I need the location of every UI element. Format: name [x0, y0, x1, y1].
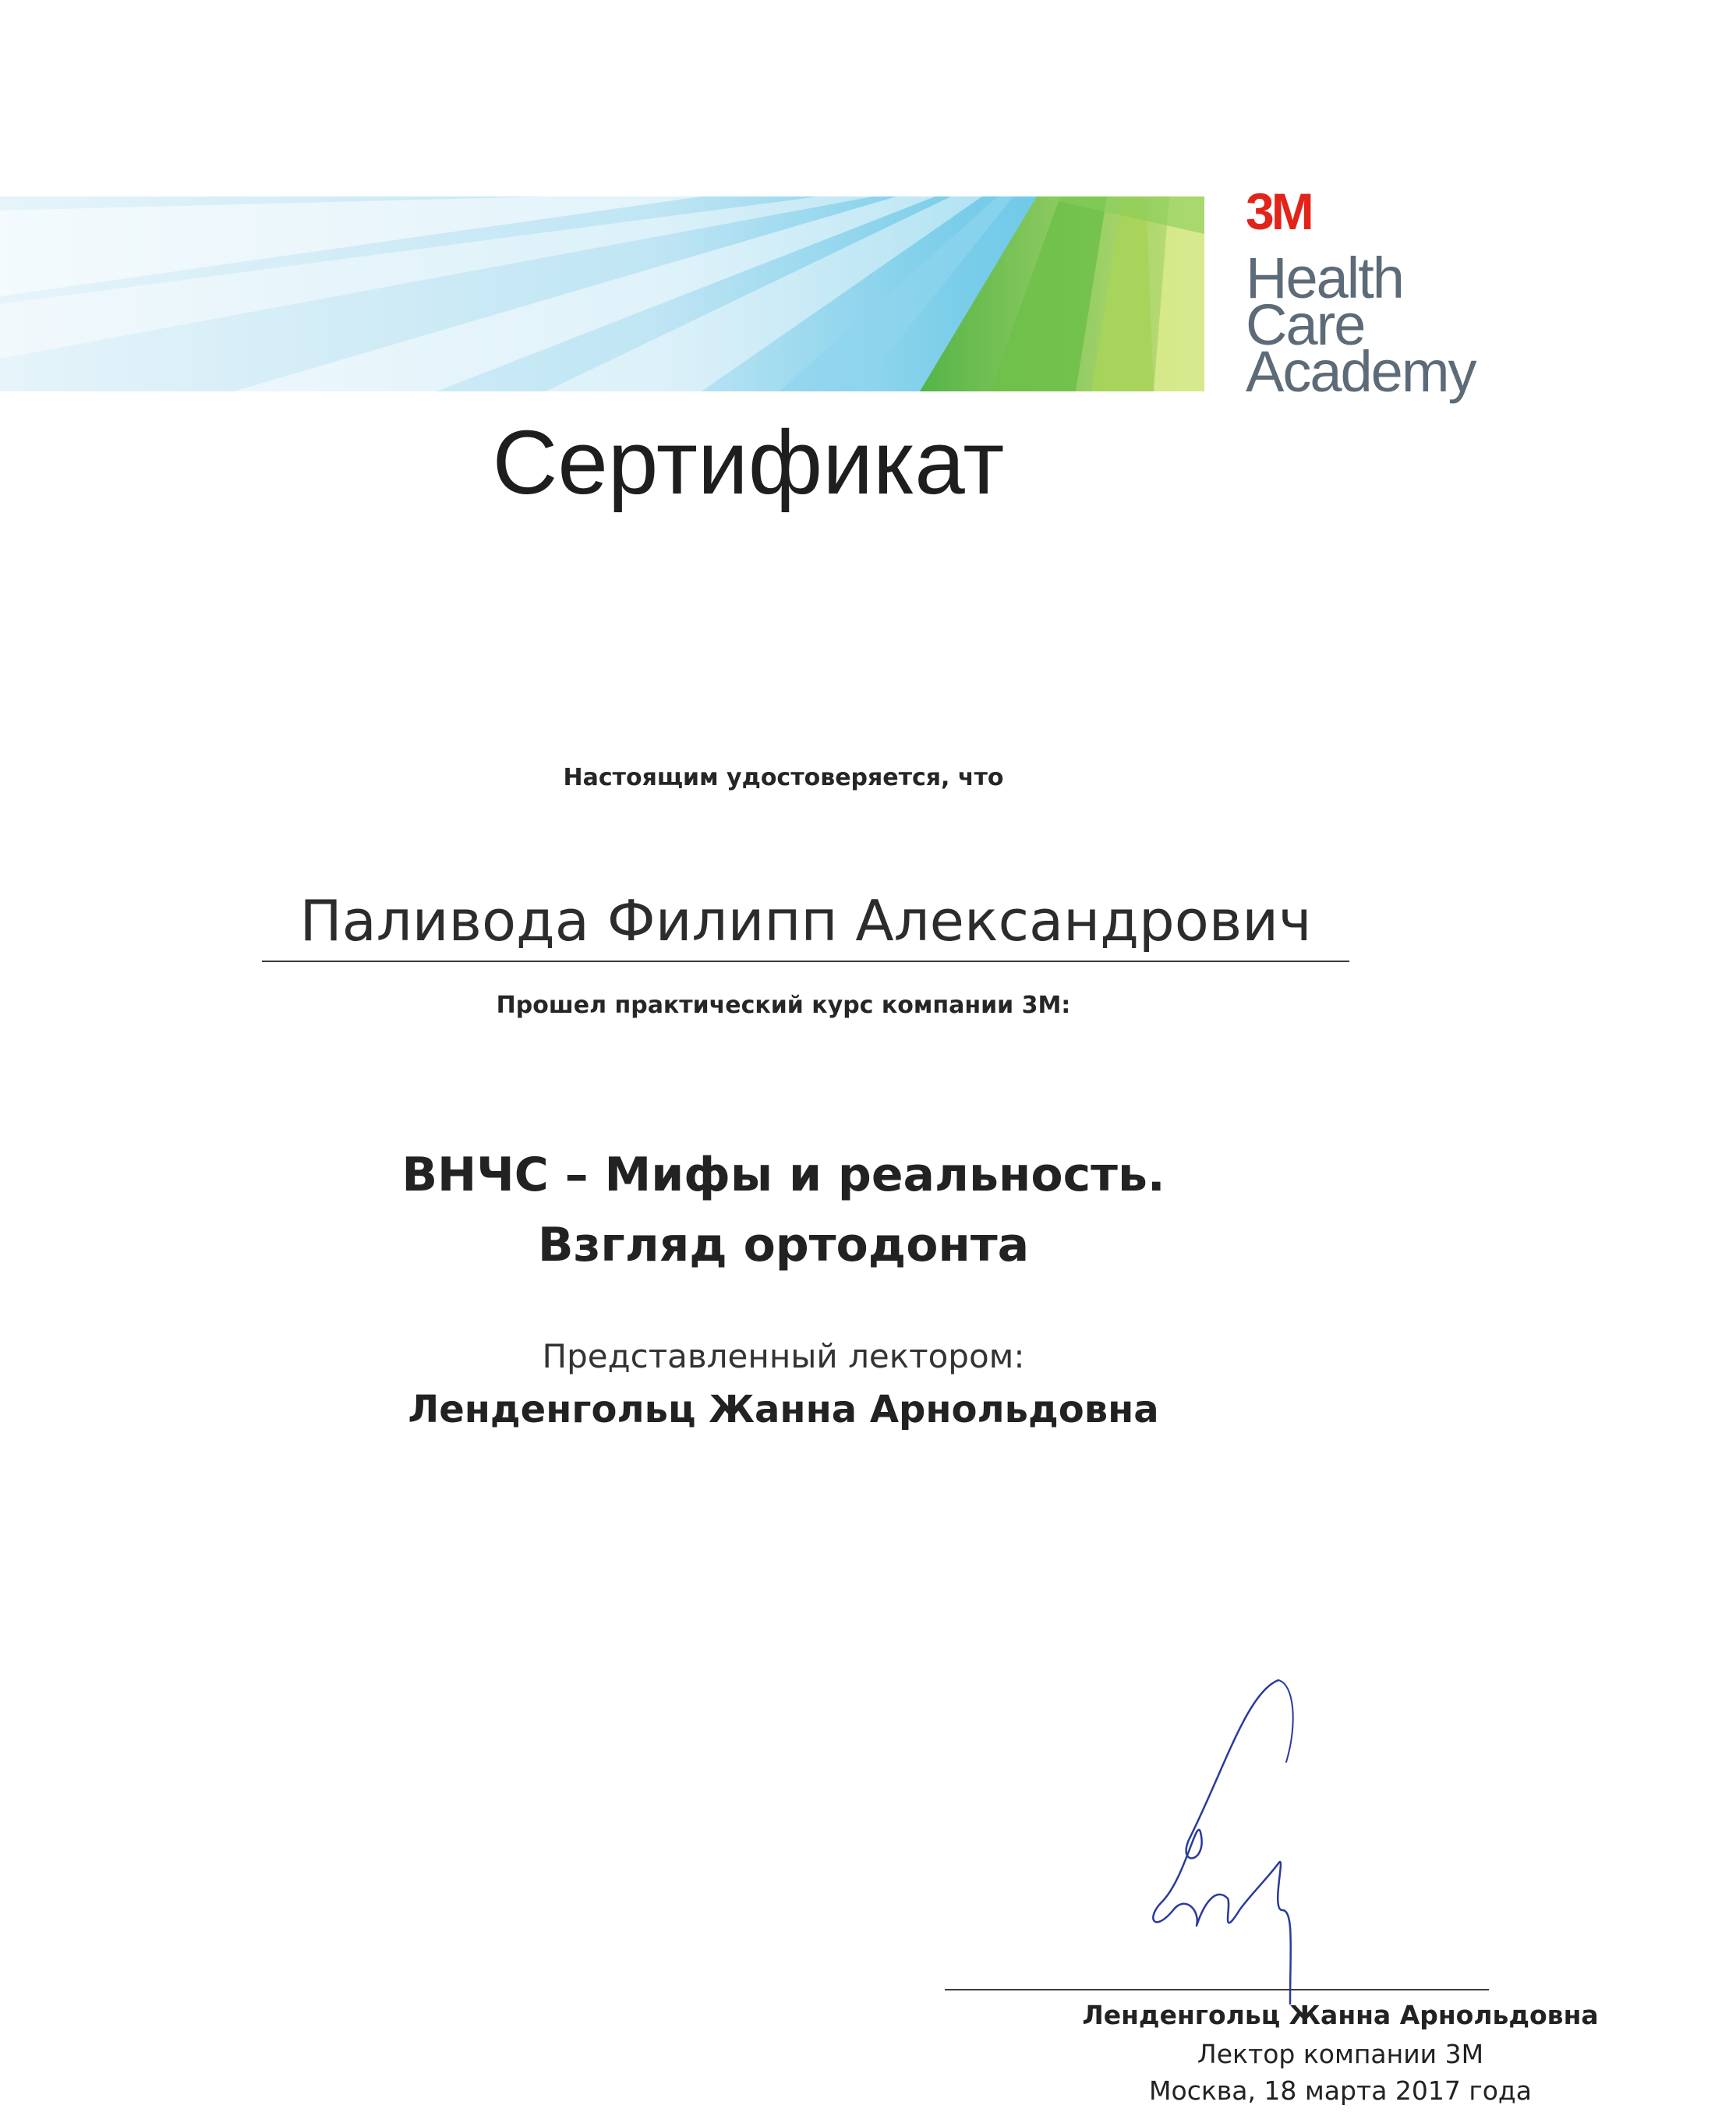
place-and-date: Москва, 18 марта 2017 года: [1149, 2075, 1532, 2106]
logo-line-academy: Academy: [1246, 339, 1476, 404]
course-title: [0, 1140, 1567, 1280]
signer-role: Лектор компании 3М: [1197, 2039, 1484, 2069]
certification-intro: Настоящим удостоверяется, что: [563, 764, 1004, 791]
course-title-line-2: Взгляд ортодонта: [537, 1218, 1030, 1272]
lecturer-label: Представленный лектором:: [542, 1337, 1025, 1375]
signer-name: Ленденгольц Жанна Арнольдовна: [1082, 2000, 1599, 2030]
logo-line-care: Care: [1246, 292, 1365, 357]
header-banner: [0, 187, 1204, 391]
course-intro: Прошел практический курс компании 3М:: [496, 992, 1071, 1019]
lecturer-name: Ленденгольц Жанна Арнольдовна: [408, 1388, 1159, 1431]
recipient-underline: [262, 961, 1349, 962]
recipient-name: Паливода Филипп Александрович: [299, 888, 1312, 954]
logo-line-health: Health: [1246, 246, 1403, 310]
3m-logo: 3M: [1246, 182, 1311, 240]
course-title-line-1: ВНЧС – Мифы и реальность.: [401, 1148, 1165, 1202]
handwritten-signature: [1130, 1676, 1333, 2004]
signature-line: [945, 1989, 1489, 1990]
certificate-title: Сертификат: [492, 412, 1005, 513]
